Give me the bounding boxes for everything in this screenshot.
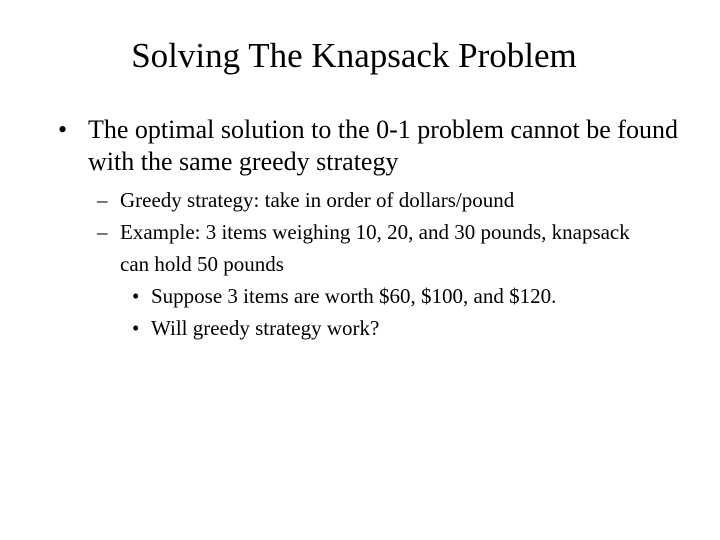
bullet-level2 — [0, 184, 660, 216]
bullet-text: Suppose 3 items are worth $60, $100, and $120. — [151, 284, 557, 308]
slide-title: Solving The Knapsack Problem — [131, 36, 577, 75]
bullet-text: The optimal solution to the 0-1 problem cannot be found with the same greedy strategy — [88, 115, 678, 176]
bullet-level2 — [0, 216, 660, 280]
bullet-level3 — [0, 312, 691, 344]
bullet-level1 — [0, 114, 688, 178]
bullet-marker: • — [132, 284, 140, 308]
dash-marker: – — [97, 188, 108, 212]
bullet-level3 — [0, 280, 691, 312]
slide-content — [0, 114, 720, 344]
bullet-text: Will greedy strategy work? — [151, 316, 380, 340]
bullet-marker: • — [58, 115, 68, 144]
bullet-text: Example: 3 items weighing 10, 20, and 30 pounds, knapsack can hold 50 pounds — [120, 220, 630, 276]
dash-marker: – — [97, 220, 108, 244]
bullet-marker: • — [132, 316, 140, 340]
bullet-text: Greedy strategy: take in order of dollars/pound — [120, 188, 515, 212]
